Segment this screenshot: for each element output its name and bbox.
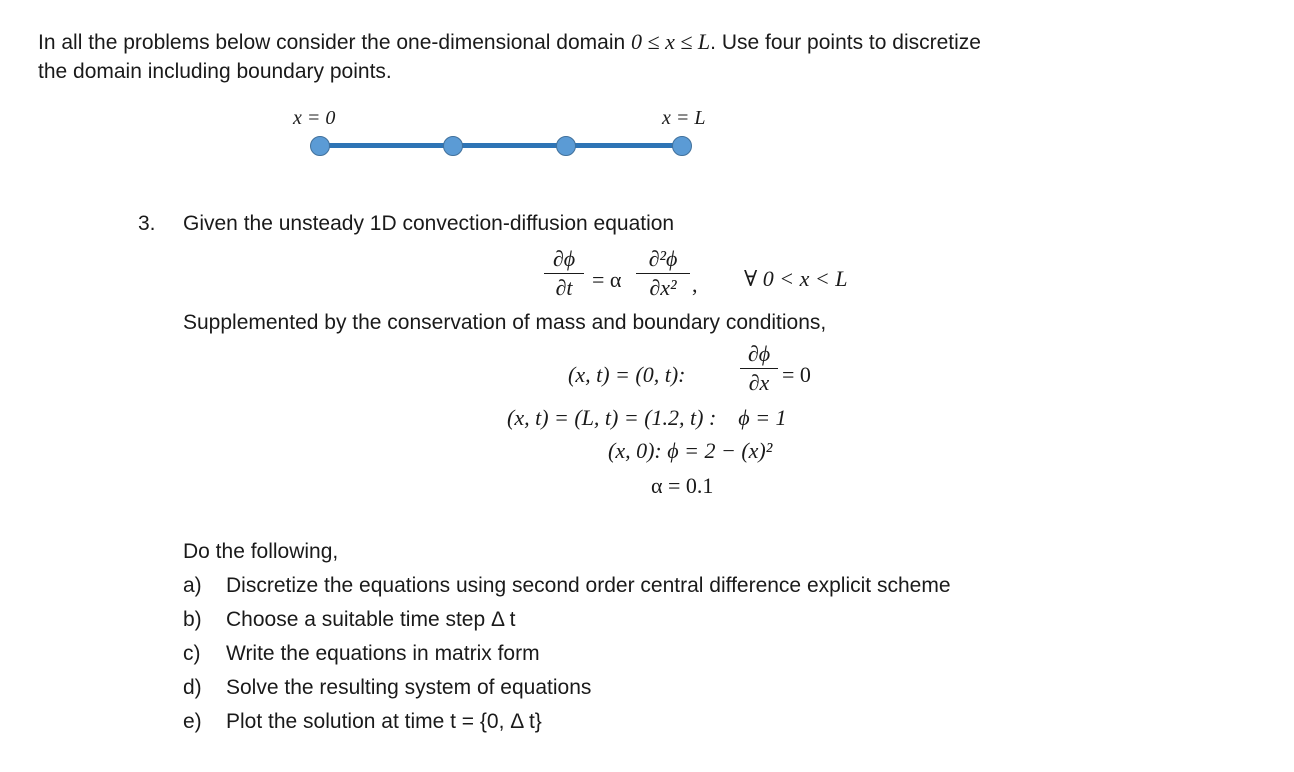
grid-node-2 bbox=[443, 136, 463, 156]
grid-node-4 bbox=[672, 136, 692, 156]
task-e-text: Plot the solution at time t = {0, Δ t} bbox=[226, 710, 542, 733]
task-d-text: Solve the resulting system of equations bbox=[226, 676, 592, 699]
tasks-header: Do the following, bbox=[183, 540, 339, 563]
d2phi-dx2-fraction bbox=[636, 246, 690, 301]
dphi-dt-fraction bbox=[544, 246, 584, 301]
label-x-zero: x = 0 bbox=[293, 107, 336, 129]
intro-line-1-tail: . Use four points to discretize bbox=[710, 31, 981, 54]
task-a-text: Discretize the equations using second order central difference explicit scheme bbox=[226, 574, 951, 597]
fraction-bar bbox=[636, 273, 690, 274]
bc1-lhs: (x, t) = (0, t): bbox=[568, 362, 686, 387]
dphi-dx-numerator: ∂ϕ bbox=[747, 341, 771, 366]
fraction-bar bbox=[544, 273, 584, 274]
dphi-dt-numerator: ∂ϕ bbox=[552, 246, 576, 271]
supplement-text: Supplemented by the conservation of mass and boundary conditions, bbox=[183, 311, 827, 334]
bc1-rhs: = 0 bbox=[782, 362, 811, 387]
eq-domain: ∀ 0 < x < L bbox=[744, 266, 848, 291]
grid-node-3 bbox=[556, 136, 576, 156]
problem-title: Given the unsteady 1D convection-diffusion equation bbox=[183, 212, 675, 235]
d2phi-numerator: ∂²ϕ bbox=[648, 246, 678, 271]
fraction-bar bbox=[740, 368, 778, 369]
task-d-label: d) bbox=[183, 676, 202, 699]
eq-equals-alpha: = α bbox=[592, 267, 622, 292]
task-c-text: Write the equations in matrix form bbox=[226, 642, 540, 665]
task-b-text: Choose a suitable time step Δ t bbox=[226, 608, 516, 631]
intro-line-1 bbox=[38, 27, 981, 58]
intro-line-1-text: In all the problems below consider the one-dimensional domain bbox=[38, 31, 626, 54]
label-x-l: x = L bbox=[662, 107, 706, 129]
dphi-dx-fraction bbox=[740, 341, 778, 396]
eq-comma: , bbox=[692, 272, 698, 297]
task-b-label: b) bbox=[183, 608, 202, 631]
initial-condition: (x, 0): ϕ = 2 − (x)² bbox=[608, 438, 773, 463]
intro-line-2: the domain including boundary points. bbox=[38, 60, 392, 83]
bc2-equation: (x, t) = (L, t) = (1.2, t) : ϕ = 1 bbox=[507, 405, 787, 430]
intro-domain-math: 0 ≤ x ≤ L bbox=[631, 29, 711, 54]
problem-number: 3. bbox=[138, 212, 156, 235]
task-e-label: e) bbox=[183, 710, 202, 733]
d2phi-denominator: ∂x² bbox=[649, 275, 677, 300]
task-c-label: c) bbox=[183, 642, 201, 665]
alpha-value: α = 0.1 bbox=[651, 473, 714, 498]
dphi-dt-denominator: ∂t bbox=[555, 275, 573, 300]
grid-node-1 bbox=[310, 136, 330, 156]
domain-line bbox=[320, 143, 682, 148]
task-a-label: a) bbox=[183, 574, 202, 597]
dphi-dx-denominator: ∂x bbox=[748, 370, 770, 395]
